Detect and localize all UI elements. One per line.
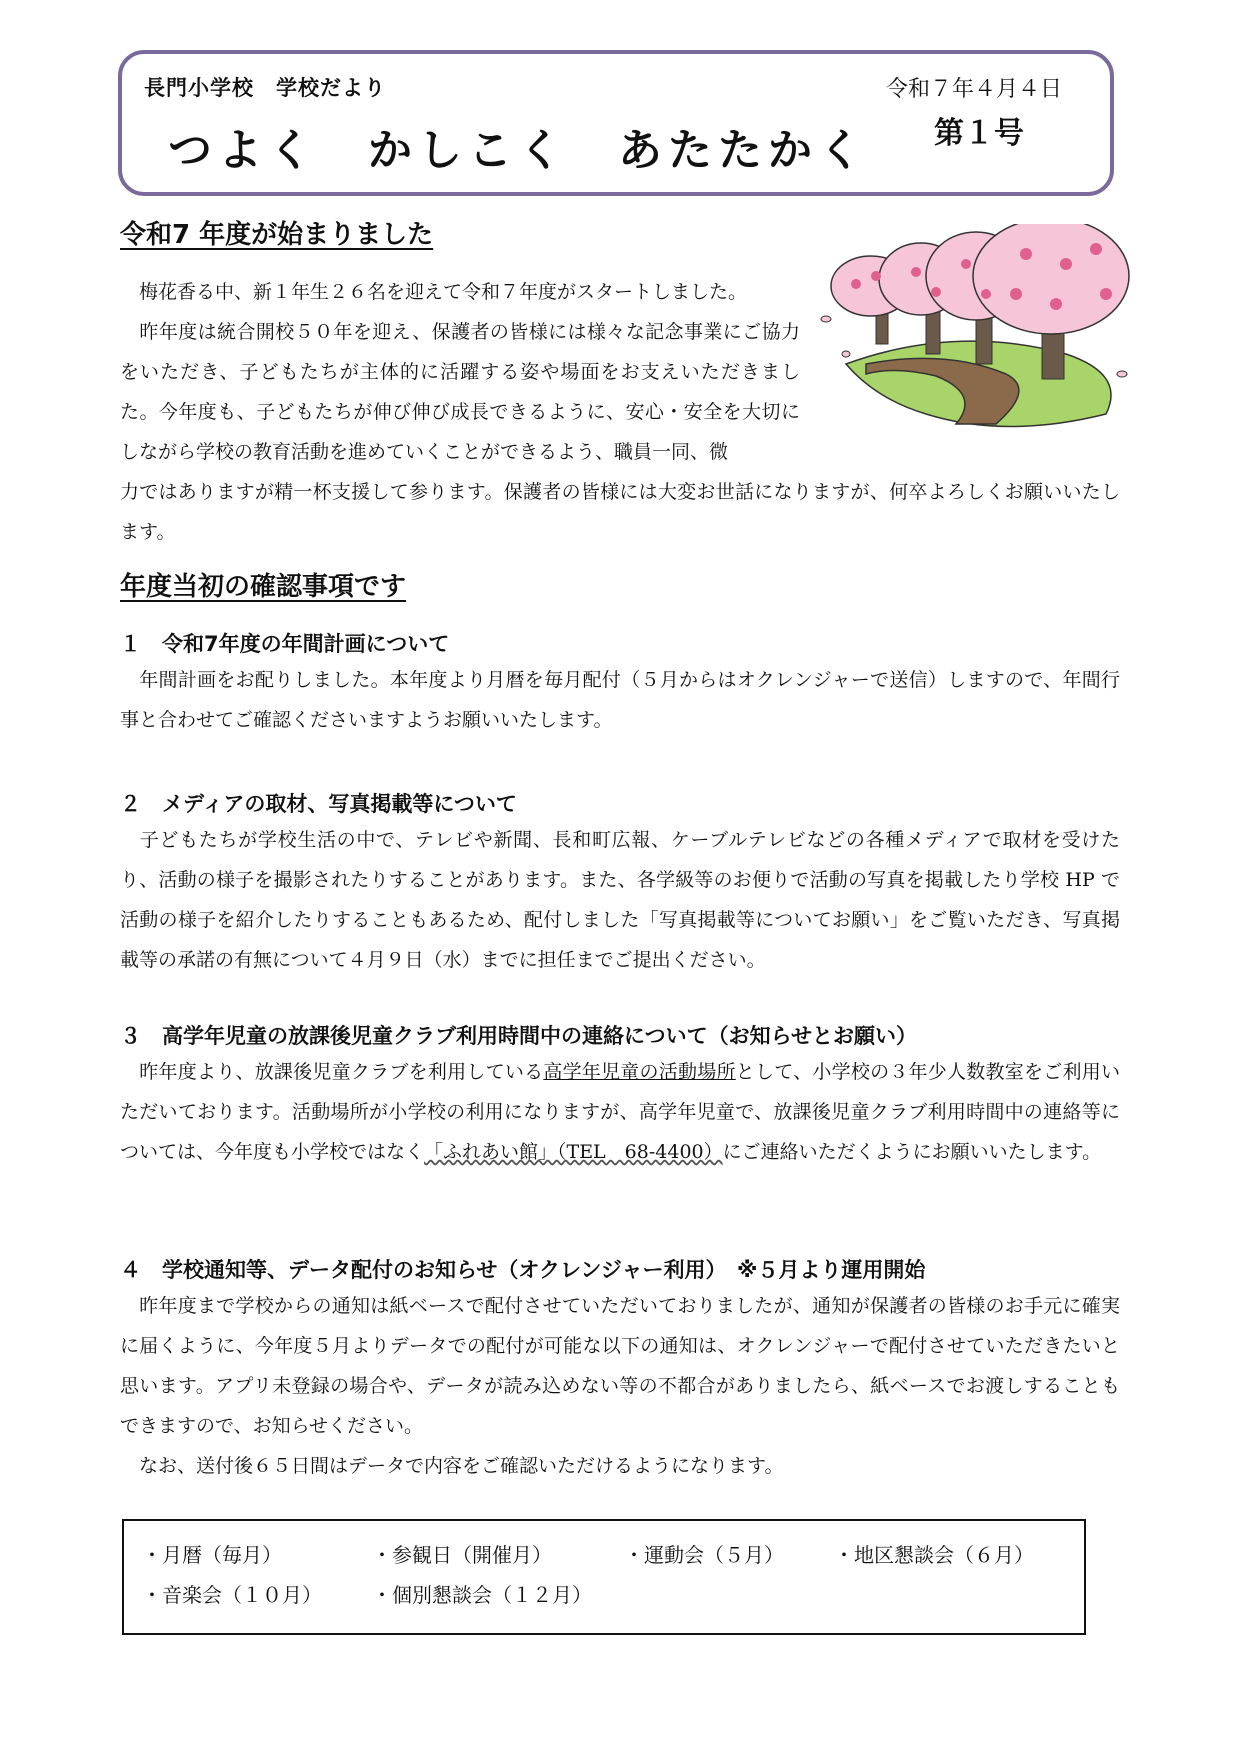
item4-body-2: なお、送付後６５日間はデータで内容をご確認いただけるようになります。: [120, 1455, 784, 1477]
item1-body: 年間計画をお配りしました。本年度より月暦を毎月配付（５月からはオクレンジャーで送信）しますので、年間行事と合わせてご確認くださいますようお願いいたします。: [120, 669, 1120, 731]
item3-body-c: にご連絡いただくようにお願いいたします。: [722, 1141, 1102, 1163]
notice-item: ・音楽会（１０月）: [142, 1583, 322, 1607]
item3-body-a: 昨年度より、放課後児童クラブを利用している: [120, 1061, 544, 1083]
item2-body: 子どもたちが学校生活の中で、テレビや新聞、長和町広報、ケーブルテレビなどの各種メディアで取材を受けたり、活動の様子を撮影されたりすることがあります。また、各学級等のお便りで活動の写真を掲載したり学校 HP で活動の様子を紹介したりすることもあるため、配付しました「写真掲載等についてお願い」をご覧いただき、写真掲載等の承諾の有無について４月９日（水）までに担任までご提出ください。: [120, 829, 1120, 971]
notice-item: ・月暦（毎月）: [142, 1543, 282, 1567]
header-box: [118, 50, 1114, 196]
activity-place-text: 高学年児童の活動場所: [543, 1061, 736, 1083]
item4-body: 昨年度まで学校からの通知は紙ベースで配付させていただいておりましたが、通知が保護者の皆様のお手元に確実に届くように、今年度５月よりデータでの配付が可能な以下の通知は、オクレンジャーで配付させていただきたいと思います。アプリ未登録の場合や、データが読み込めない等の不都合がありましたら、紙ベースでお渡しすることもできますので、お知らせください。: [120, 1295, 1120, 1437]
motto: つよく かしこく あたたかく: [168, 125, 868, 176]
issue-number: 第１号: [934, 116, 1024, 151]
notice-item: ・運動会（５月）: [624, 1543, 784, 1567]
notice-list-box: [122, 1519, 1086, 1635]
section1-paragraph-3: 力ではありますが精一杯支援して参ります。保護者の皆様には大変お世話になりますが、何卒よろしくお願いいたします。: [120, 481, 1120, 543]
item4-heading: ４ 学校通知等、データ配付のお知らせ（オクレンジャー利用） ※５月より運用開始: [120, 1258, 926, 1282]
issue-date: 令和７年４月４日: [885, 77, 1062, 102]
notice-item: ・参観日（開催月）: [372, 1543, 552, 1567]
item3-body: [120, 1052, 1120, 1172]
school-name: 長門小学校 学校だより: [144, 76, 386, 100]
section1-paragraph-2: 昨年度は統合開校５０年を迎え、保護者の皆様には様々な記念事業にご協力をいただき、子どもたちが主体的に活躍する姿や場面をお支えいただきました。今年度も、子どもたちが伸び伸び成長できるように、安心・安全を大切にしながら学校の教育活動を進めていくことができるよう、職員一同、微: [120, 321, 800, 463]
item2-heading: ２ メディアの取材、写真掲載等について: [120, 792, 517, 816]
section1-title: 令和7 年度が始まりました: [120, 220, 434, 250]
item3-heading: ３ 高学年児童の放課後児童クラブ利用時間中の連絡について（お知らせとお願い）: [120, 1024, 917, 1048]
section2-title: 年度当初の確認事項です: [120, 572, 407, 602]
item3-body-b: として、小学校の３年少人数教室をご利用いただいております。活動場所が小学校の利用になりますが、高学年児童で、放課後児童クラブ利用時間中の連絡等については、今年度も小学校ではなく: [120, 1061, 1120, 1163]
notice-item: ・地区懇談会（６月）: [834, 1543, 1034, 1567]
fureai-kan-contact: 「ふれあい館」（TEL 68-4400）: [424, 1141, 723, 1163]
section1-paragraph-1: 梅花香る中、新１年生２６名を迎えて令和７年度がスタートしました。: [120, 281, 748, 303]
notice-item: ・個別懇談会（１２月）: [372, 1583, 592, 1607]
item1-heading: １ 令和7年度の年間計画について: [120, 632, 450, 656]
cherry-blossom-illustration: [806, 224, 1136, 434]
